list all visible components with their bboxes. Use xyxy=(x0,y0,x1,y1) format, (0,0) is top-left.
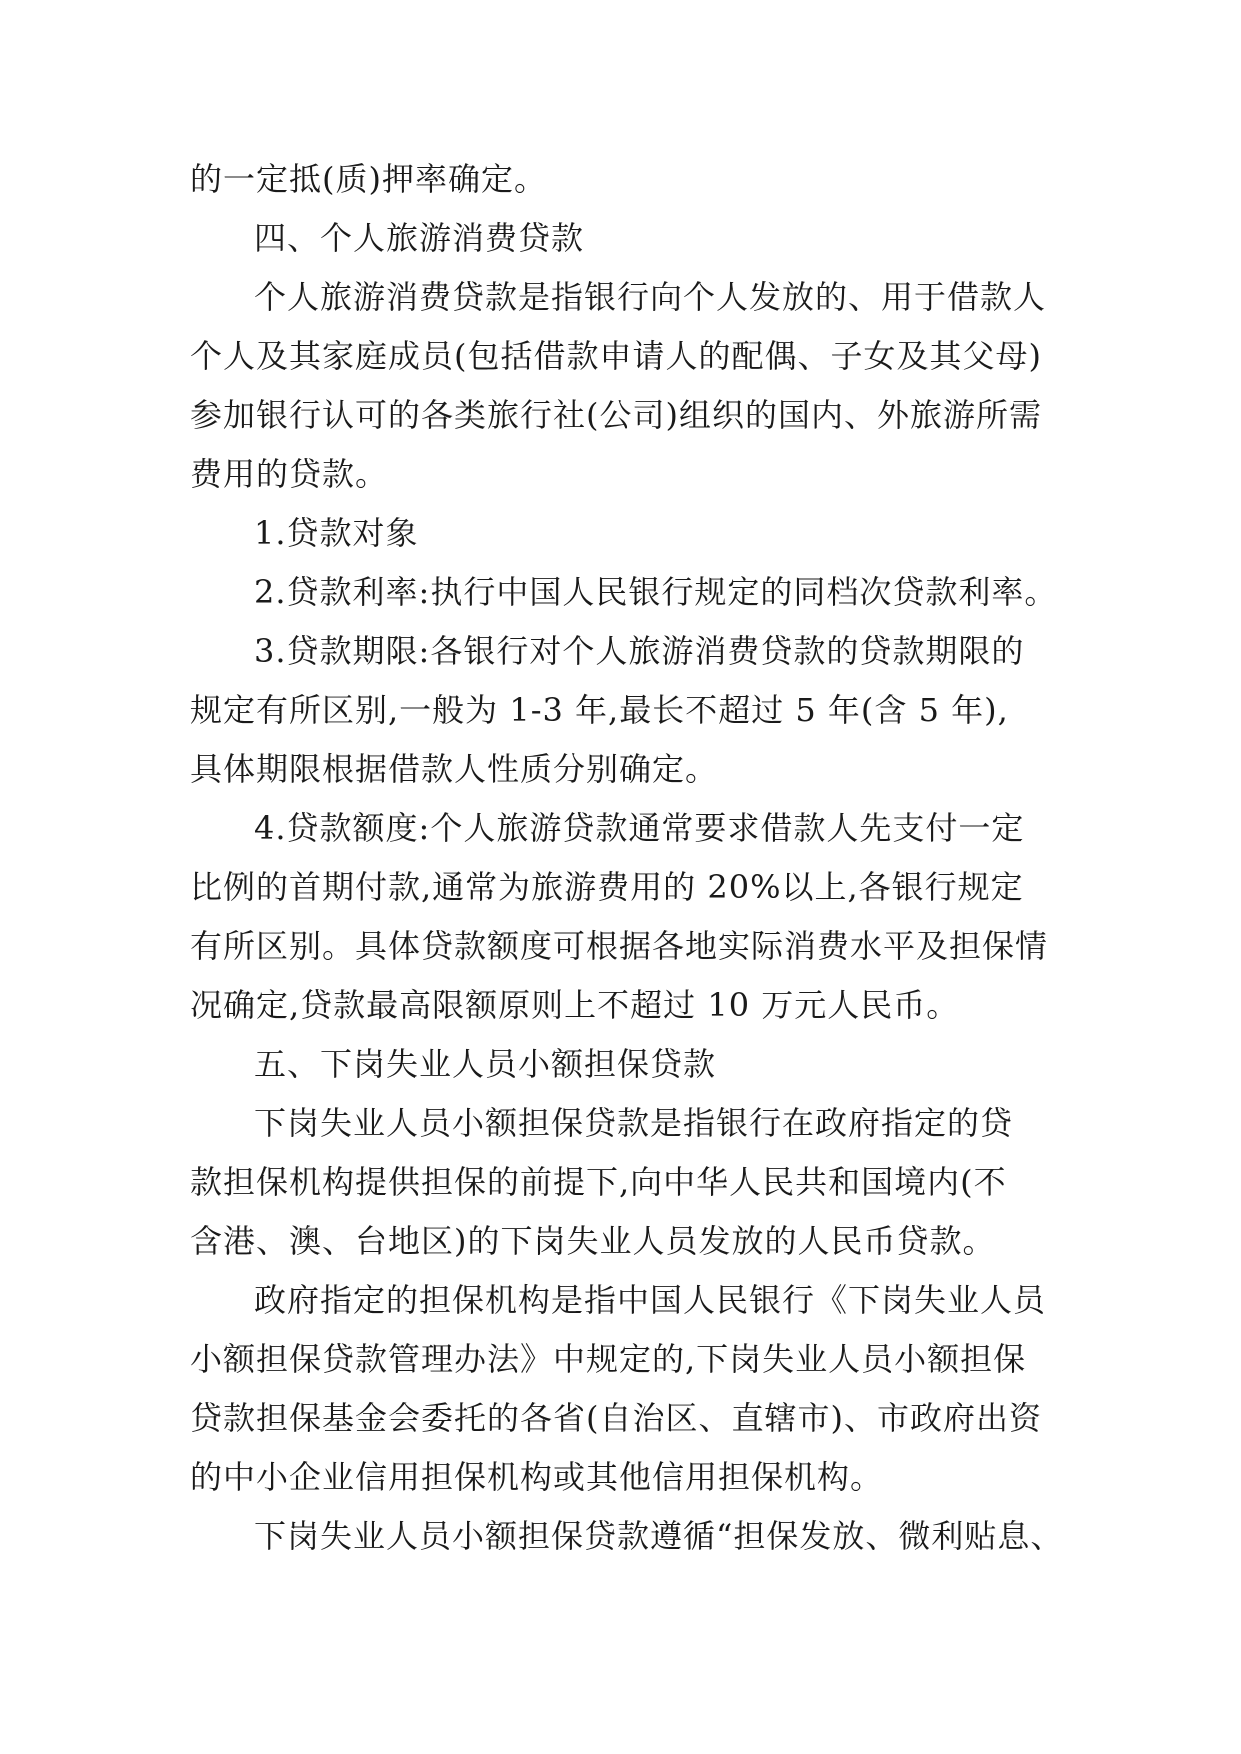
text-line: 含港、澳、台地区)的下岗失业人员发放的人民币贷款。 xyxy=(190,1222,996,1260)
text-line: 款担保机构提供担保的前提下,向中华人民共和国境内(不 xyxy=(190,1163,1007,1201)
text-line: 费用的贷款。 xyxy=(190,455,389,493)
text-line: 下岗失业人员小额担保贷款是指银行在政府指定的贷 xyxy=(254,1104,1014,1142)
text-line: 规定有所区别,一般为 1-3 年,最长不超过 5 年(含 5 年), xyxy=(190,691,1009,729)
text-line: 的中小企业信用担保机构或其他信用担保机构。 xyxy=(190,1458,884,1496)
list-item: 3.贷款期限:各银行对个人旅游消费贷款的贷款期限的 xyxy=(254,632,1025,670)
document-body xyxy=(190,150,1064,1566)
text-line: 下岗失业人员小额担保贷款遵循“担保发放、微利贴息、 xyxy=(254,1517,1064,1555)
text-line: 小额担保贷款管理办法》中规定的,下岗失业人员小额担保 xyxy=(190,1340,1027,1378)
text-line: 比例的首期付款,通常为旅游费用的 20%以上,各银行规定 xyxy=(190,868,1024,906)
section-heading: 五、下岗失业人员小额担保贷款 xyxy=(254,1045,717,1083)
list-item: 2.贷款利率:执行中国人民银行规定的同档次贷款利率。 xyxy=(254,573,1058,611)
text-line: 有所区别。具体贷款额度可根据各地实际消费水平及担保情 xyxy=(190,927,1049,965)
text-line: 政府指定的担保机构是指中国人民银行《下岗失业人员 xyxy=(254,1281,1047,1319)
list-item: 4.贷款额度:个人旅游贷款通常要求借款人先支付一定 xyxy=(254,809,1025,847)
text-line: 具体期限根据借款人性质分别确定。 xyxy=(190,750,719,788)
list-item: 1.贷款对象 xyxy=(254,514,419,552)
text-line: 个人旅游消费贷款是指银行向个人发放的、用于借款人 xyxy=(254,278,1047,316)
section-heading: 四、个人旅游消费贷款 xyxy=(254,219,585,257)
text-line: 的一定抵(质)押率确定。 xyxy=(190,160,547,198)
text-line: 贷款担保基金会委托的各省(自治区、直辖市)、市政府出资 xyxy=(190,1399,1042,1437)
text-line: 个人及其家庭成员(包括借款申请人的配偶、子女及其父母) xyxy=(190,337,1042,375)
text-line: 参加银行认可的各类旅行社(公司)组织的国内、外旅游所需 xyxy=(190,396,1042,434)
text-line: 况确定,贷款最高限额原则上不超过 10 万元人民币。 xyxy=(190,986,960,1024)
